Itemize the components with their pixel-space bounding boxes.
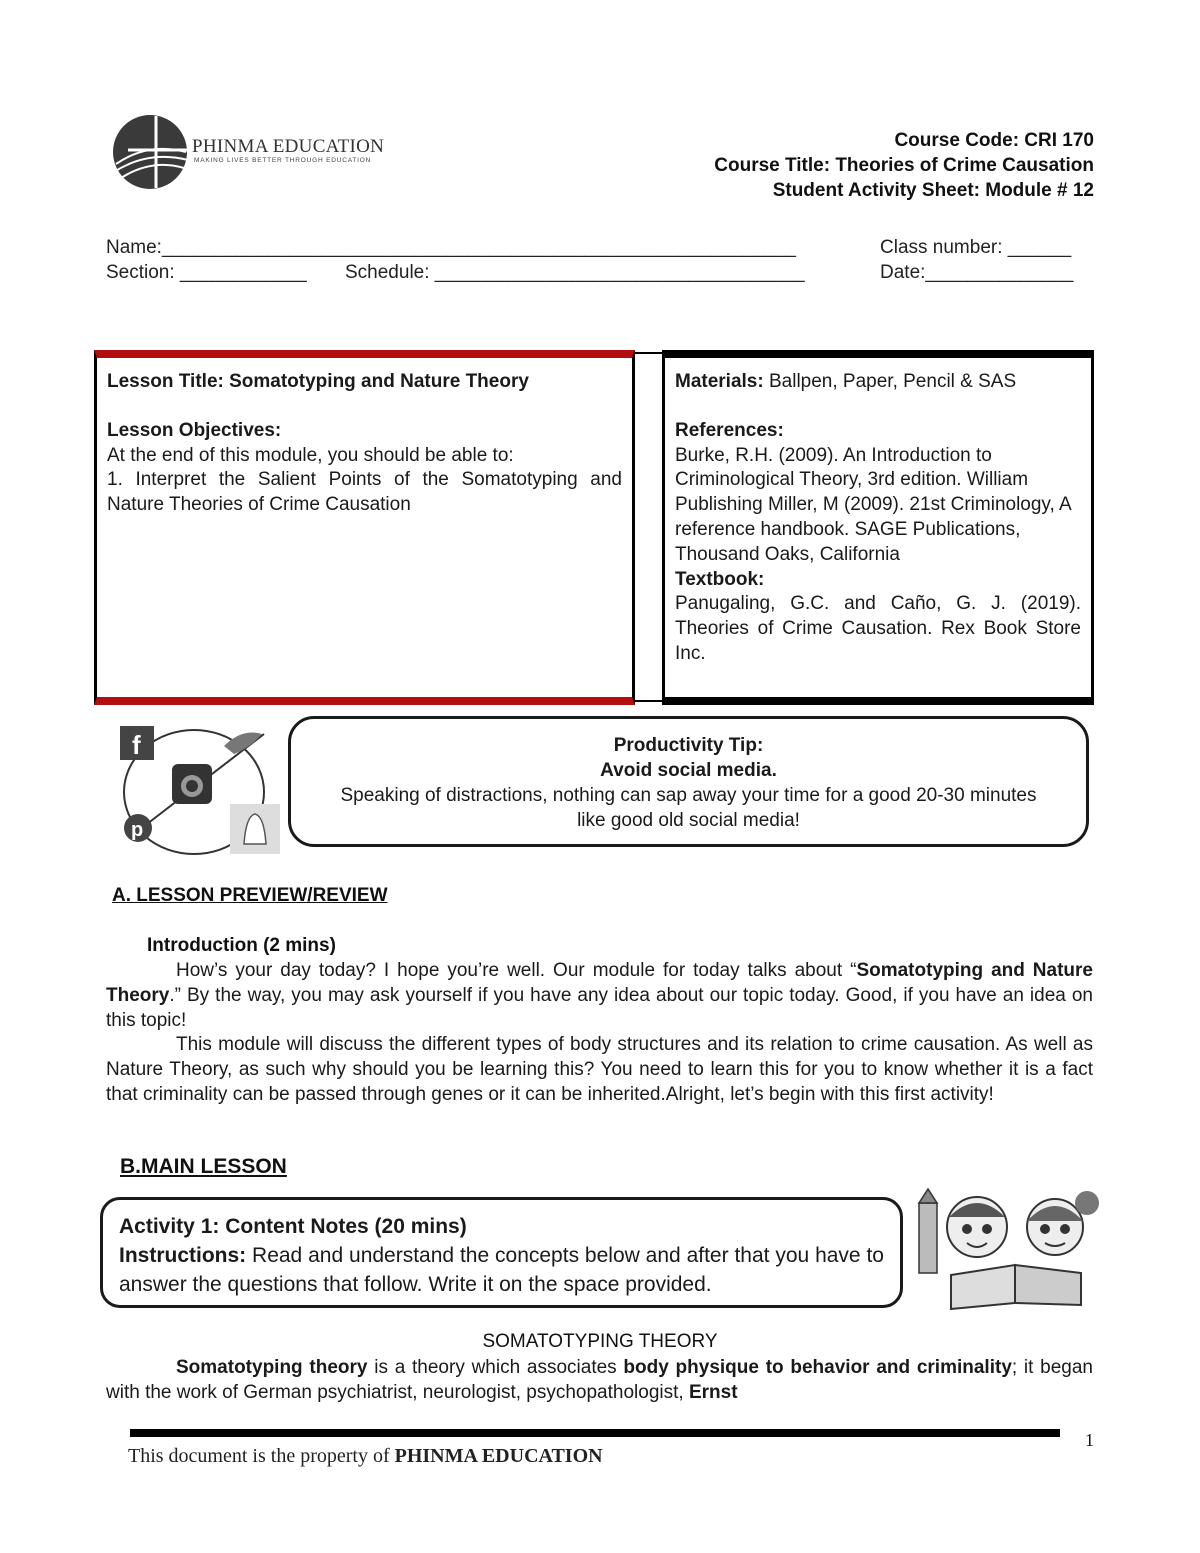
theory-bold-2: body physique to behavior and criminality	[623, 1357, 1012, 1378]
theory-bold-3: Ernst	[688, 1381, 738, 1403]
materials-line	[675, 370, 1081, 395]
activity-title: Activity 1: Content Notes (20 mins)	[119, 1215, 467, 1238]
intro-paragraph-2: This module will discuss the different types of body structures and its relation to crime causation. As well as Nature Theory, as such why should you be learning this? You need to learn this for you to know whether it is a fact that criminality can be passed through genes or it can be inherited.Alright, let’s begin with this first activity!	[106, 1034, 1093, 1105]
girl-icon	[1027, 1191, 1099, 1255]
tip-title: Productivity Tip:	[613, 735, 764, 756]
logo-tagline: MAKING LIVES BETTER THROUGH EDUCATION	[194, 157, 372, 164]
date-field[interactable]: Date:______________	[880, 262, 1074, 283]
tip-line-2: like good old social media!	[577, 810, 800, 831]
theory-text-1: is a theory which associates	[367, 1357, 624, 1378]
lesson-box	[94, 350, 635, 705]
boy-icon	[947, 1197, 1007, 1257]
p1-text-a: How’s your day today? I hope you’re well. Our module for today talks about “	[176, 960, 857, 981]
activity-sheet-label: Student Activity Sheet: Module # 12	[772, 180, 1094, 201]
page-number: 1	[1085, 1430, 1094, 1450]
textbook-text: Panugaling, G.C. and Caño, G. J. (2019). Theories of Crime Causation. Rex Book Store Inc.	[675, 593, 1081, 664]
references-text: Burke, R.H. (2009). An Introduction to Criminological Theory, 3rd edition. William Publishing Miller, M (2009). 21st Criminology, A reference handbook. SAGE Publications, Thousand Oaks, California	[675, 444, 1071, 565]
facebook-icon	[120, 726, 154, 760]
footer-rule	[130, 1429, 1060, 1437]
references-label: References:	[675, 419, 784, 441]
tip-subtitle: Avoid social media.	[600, 760, 777, 781]
objective-1: 1. Interpret the Salient Points of the Somatotyping and Nature Theories of Crime Causation	[107, 469, 622, 516]
theory-text-2: ; it began with the work of German psychiatrist, neurologist, psychopathologist,	[106, 1357, 1093, 1403]
intro-heading: Introduction (2 mins)	[147, 935, 336, 956]
theory-paragraph	[106, 1356, 1093, 1406]
materials-label: Materials:	[675, 371, 764, 392]
footer-bold: PHINMA EDUCATION	[394, 1445, 603, 1467]
instructions-label: Instructions:	[119, 1244, 247, 1267]
course-title: Course Title: Theories of Crime Causation	[714, 155, 1094, 176]
activity-box	[100, 1197, 903, 1308]
svg-text:f: f	[132, 730, 141, 760]
footer-plain: This document is the property of	[128, 1445, 395, 1467]
footer-text	[128, 1445, 603, 1468]
materials-value: Ballpen, Paper, Pencil & SAS	[763, 371, 1017, 392]
activity-instructions	[119, 1241, 884, 1299]
box-connector	[635, 352, 662, 702]
snapchat-icon	[230, 804, 280, 854]
svg-text:p: p	[131, 819, 144, 841]
section-a-heading: A. LESSON PREVIEW/REVIEW	[112, 885, 388, 906]
theory-heading: SOMATOTYPING THEORY	[482, 1331, 718, 1352]
kids-reading-illustration	[905, 1185, 1110, 1310]
name-field[interactable]: Name:____________________________________________________________	[106, 237, 796, 258]
logo-text: PHINMA EDUCATION	[192, 136, 385, 157]
class-number-field[interactable]: Class number: ______	[880, 237, 1072, 258]
objectives-intro: At the end of this module, you should be able to:	[107, 444, 514, 466]
lesson-title: Lesson Title: Somatotyping and Nature Theory	[107, 371, 529, 392]
section-field[interactable]: Section: ____________	[106, 262, 307, 283]
course-code: Course Code: CRI 170	[894, 130, 1094, 151]
instagram-icon	[172, 764, 212, 804]
tip-line-1: Speaking of distractions, nothing can sap away your time for a good 20-30 minutes	[340, 785, 1037, 806]
open-book-icon	[951, 1265, 1081, 1309]
pinterest-icon	[124, 814, 152, 842]
p1-text-b: .” By the way, you may ask yourself if you have any idea about our topic today. Good, if you have an idea on this topic!	[106, 984, 1093, 1031]
instructions-text: Read and understand the concepts below and after that you have to answer the questions that follow. Write it on the space provided.	[119, 1244, 884, 1296]
textbook-label: Textbook:	[675, 568, 765, 590]
intro-paragraph-1	[106, 959, 1093, 1033]
materials-box	[662, 350, 1094, 705]
p1-bold: Somatotyping and Nature Theory	[106, 960, 1093, 1006]
pencil-icon	[919, 1189, 937, 1273]
section-b-heading: B.MAIN LESSON	[120, 1155, 287, 1178]
theory-bold-1: Somatotyping theory	[176, 1357, 368, 1378]
phinma-globe-icon	[108, 112, 192, 192]
social-media-illustration	[116, 716, 286, 856]
objectives-label: Lesson Objectives:	[107, 419, 282, 441]
schedule-field[interactable]: Schedule: ___________________________________	[345, 262, 805, 283]
productivity-tip-box	[288, 716, 1089, 847]
